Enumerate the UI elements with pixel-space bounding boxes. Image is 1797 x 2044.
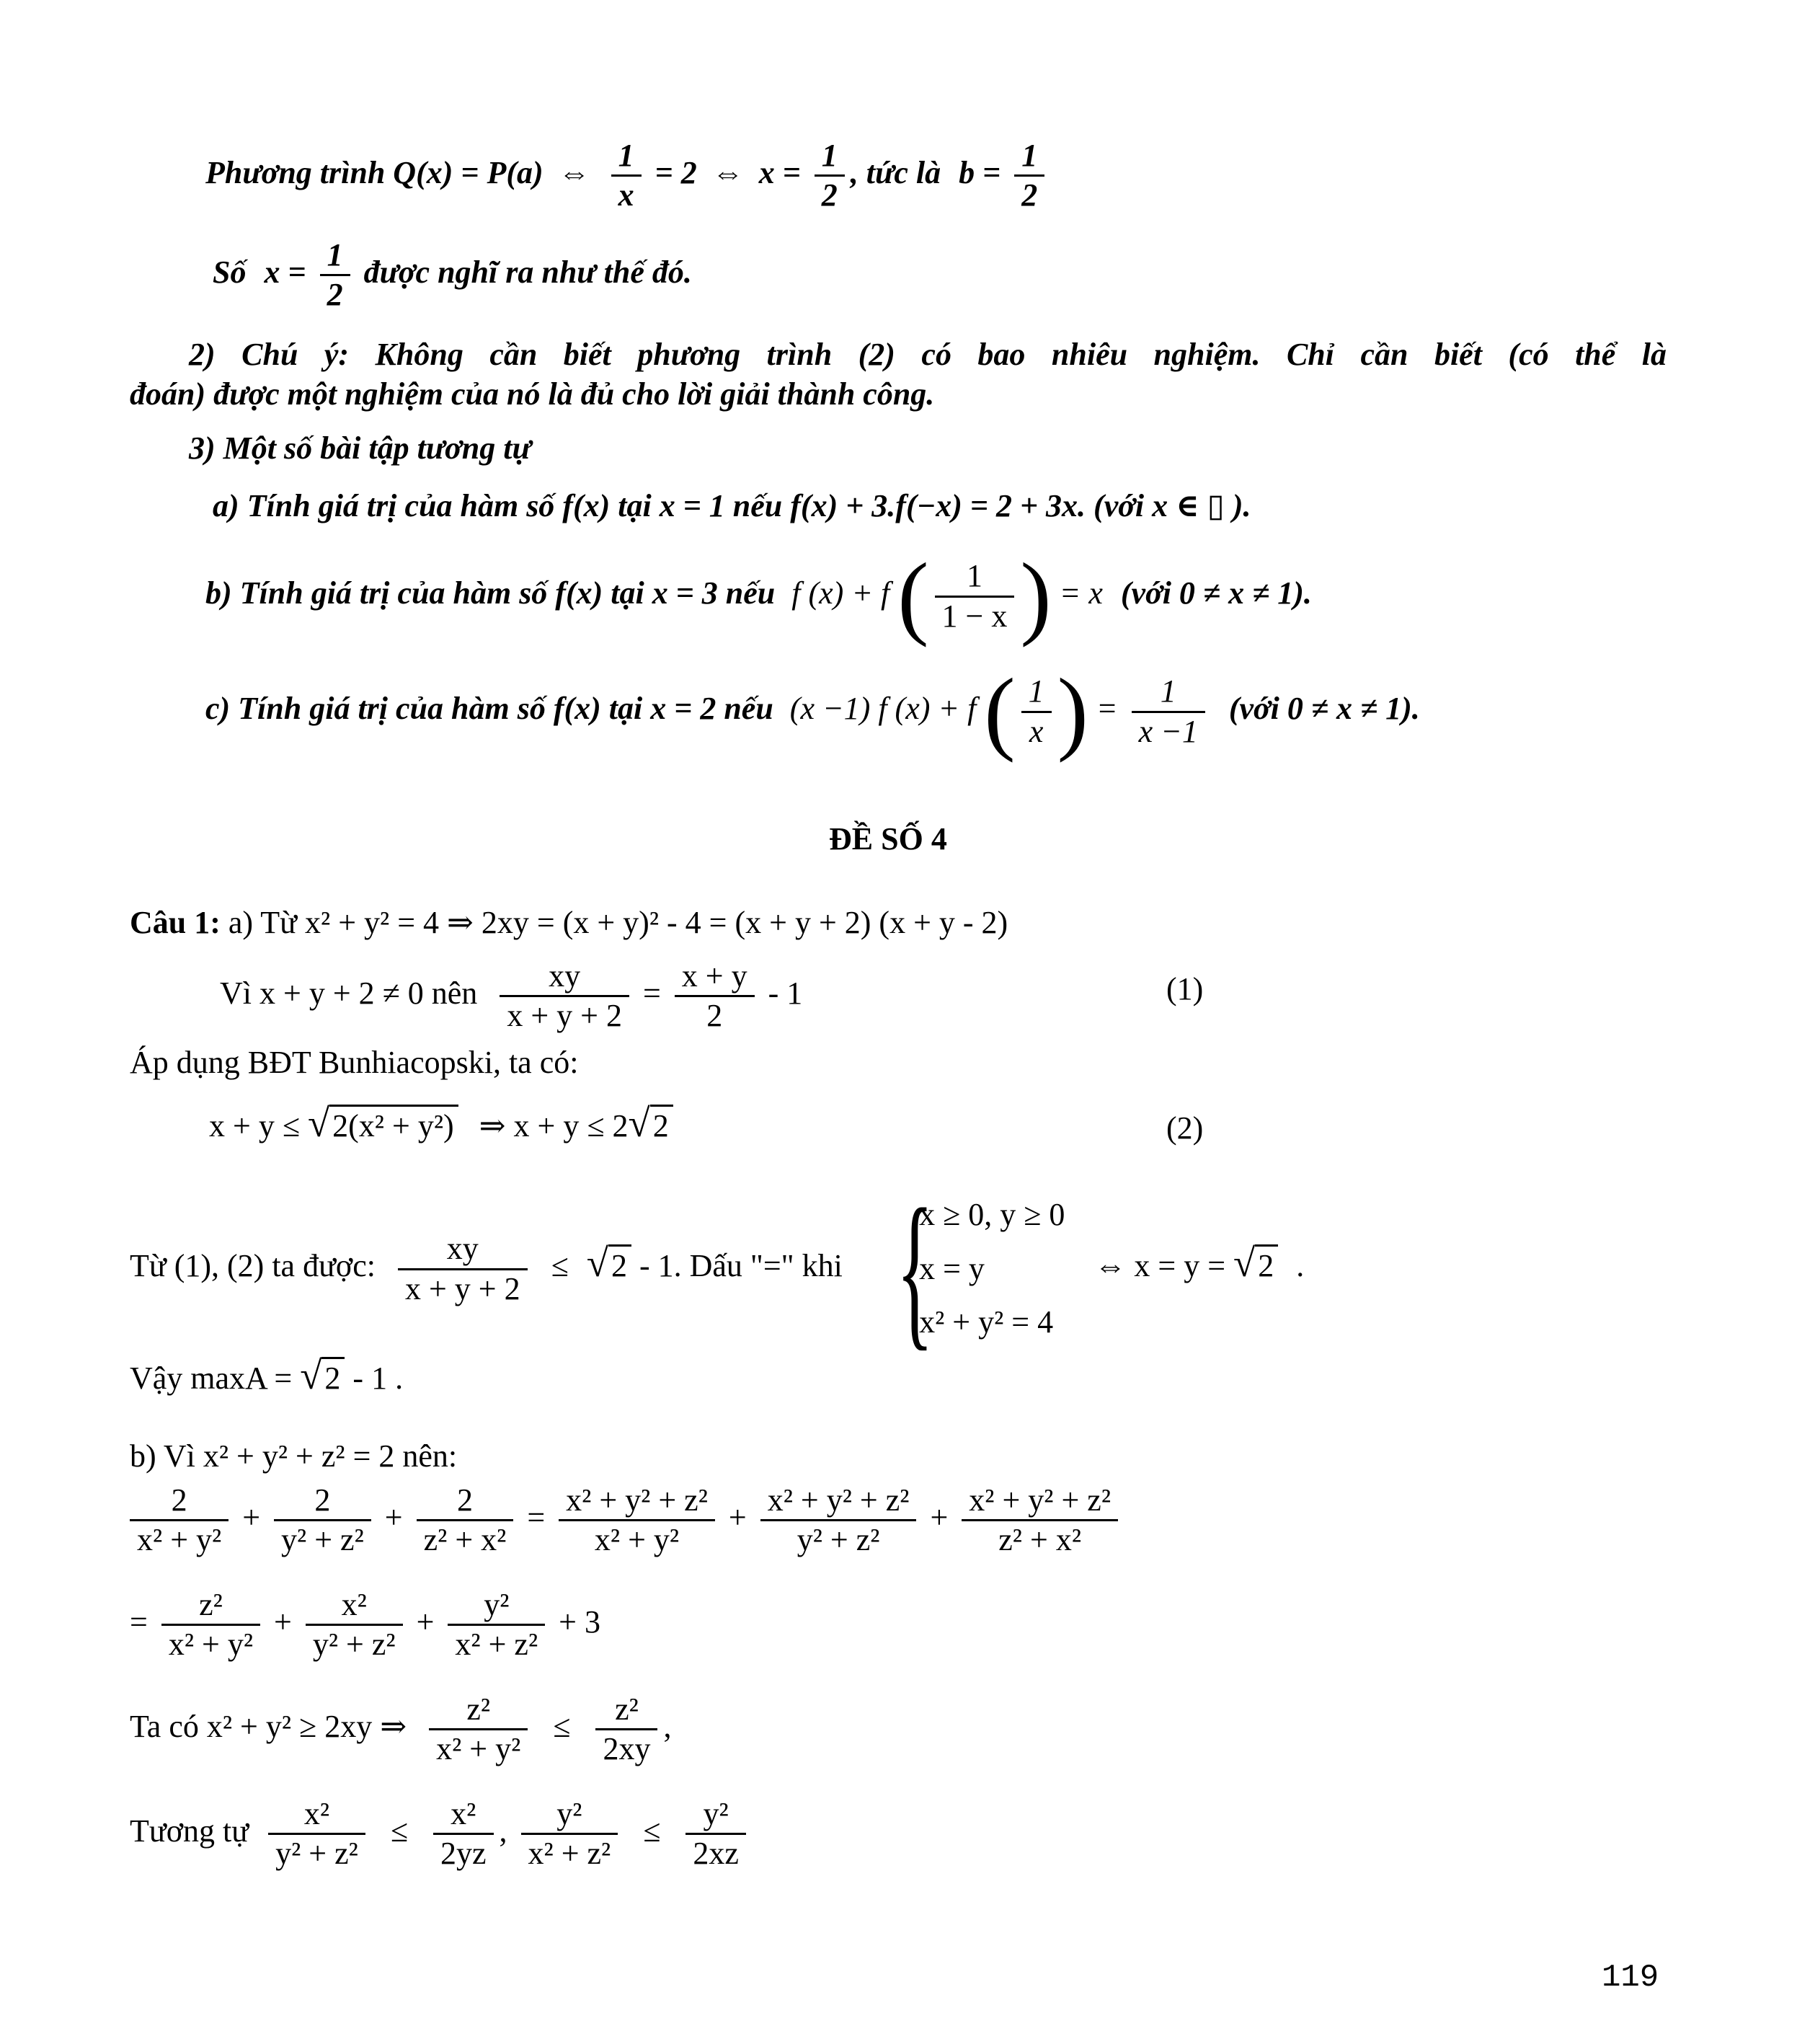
equation-tag-2: (2)	[1166, 1110, 1204, 1146]
equation-line-qx-pa	[205, 137, 1050, 215]
fraction: $\frac{xy}{x + y + 2}$	[398, 1230, 528, 1308]
fraction: $\frac{xy}{x + y + 2}$	[500, 957, 629, 1035]
fraction: $\frac{\text{y²}}{2xz}$	[685, 1795, 746, 1873]
section-heading: ĐỀ SỐ 4	[829, 821, 947, 857]
text-lead: Số	[213, 254, 247, 290]
tail-text: được nghĩ ra như thế đó.	[363, 254, 692, 290]
fraction: $\frac{\text{z²}}{2xy}$	[595, 1691, 657, 1769]
note-2-line-1: 2) Chú ý: Không cần biết phương trình (2) có bao nhiêu nghiệm. Chỉ cần biết (có thể là	[189, 337, 1667, 372]
vay-line: Vậy maxA = √2 - 1 .	[130, 1353, 404, 1397]
x-eq: x =	[264, 254, 306, 290]
iff-symbol: ⇔	[558, 154, 590, 190]
b-eq: b =	[959, 154, 1001, 190]
partb-expr2: = $\frac{\text{z²}}{\text{x² + y²}}$ + $\frac{\text{x²}}{\text{y² + z²}}$ + $\frac{\text{y²}}{\text{x² + z²}}$ + 3	[130, 1586, 600, 1664]
fraction: $\frac{1}{2}$	[815, 137, 845, 215]
fraction: $\frac{\text{x²}}{\text{y² + z²}}$	[306, 1586, 403, 1664]
tu-line: Từ (1), (2) ta được: $\frac{xy}{x + y + 2}$ ≤ √2 - 1. Dấu "=" khi { x ≥ 0, y ≥ 0 x = y x² + y² = 4 ⇔ x = y = √2 .	[130, 1173, 1305, 1365]
exercise-b: b) Tính giá trị của hàm số f(x) tại x = 3 nếu f (x) + f ( $\frac{1}{1 - x}$ ) = x (với 0 ≠ x ≠ 1).	[205, 544, 1312, 648]
tuongtu-line: Tương tự $\frac{\text{x²}}{\text{y² + z²}}$ ≤ $\frac{\text{x²}}{2yz}$ , $\frac{\text{y²}}{\text{x² + z²}}$ ≤ $\frac{\text{y²}}{2xz}$	[130, 1795, 752, 1873]
fraction: $\frac{1}{2}$	[1014, 137, 1044, 215]
condition-system: x ≥ 0, y ≥ 0 x = y x² + y² = 4	[919, 1196, 1065, 1340]
iff-symbol: ⇔	[711, 154, 744, 190]
fraction: $\frac{1}{2}$	[320, 236, 350, 314]
partb-line1: b) Vì x² + y² + z² = 2 nên:	[130, 1438, 458, 1474]
x-eq: x =	[758, 154, 801, 190]
fraction: $\frac{\text{y²}}{\text{x² + z²}}$	[521, 1795, 618, 1873]
fraction: $\frac{1}{1 - x}$	[935, 557, 1015, 635]
fraction: $\frac{\text{x² + y² + z²}}{\text{z² + x²}}$	[962, 1482, 1118, 1559]
fraction: $\frac{1}{x -1}$	[1132, 673, 1205, 751]
fraction: $\frac{2}{\text{y² + z²}}$	[274, 1482, 371, 1559]
fraction: $\frac{\text{x²}}{2yz}$	[433, 1795, 494, 1873]
tail-text: , tức là	[850, 154, 941, 190]
fraction: $\frac{1}{x}$	[1021, 673, 1052, 751]
cau1-a-line: Câu 1: a) Từ x² + y² = 4 ⇒ 2xy = (x + y)² - 4 = (x + y + 2) (x + y - 2)	[130, 905, 1008, 940]
apdung-line: Áp dụng BĐT Bunhiacopski, ta có:	[130, 1045, 579, 1080]
equation-tag-1: (1)	[1166, 971, 1204, 1006]
vi-line: Vì x + y + 2 ≠ 0 nên $\frac{xy}{x + y + 2}$ = $\frac{x + y}{2}$ - 1	[220, 957, 802, 1035]
exercise-a: a) Tính giá trị của hàm số f(x) tại x = 1 nếu f(x) + 3.f(−x) = 2 + 3x. (với x ∈ ▯ ).	[213, 488, 1251, 523]
note-2-line-2: đoán) được một nghiệm của nó là đủ cho lời giải thành công.	[130, 376, 935, 412]
fraction: $\frac{\text{x² + y² + z²}}{\text{x² + y²}}$	[559, 1482, 715, 1559]
fraction: $\frac{\text{z²}}{\text{x² + y²}}$	[161, 1586, 260, 1664]
so-x-line	[213, 236, 692, 314]
text-lead: Phương trình Q(x) = P(a)	[205, 154, 543, 190]
fraction: $\frac{\text{y²}}{\text{x² + z²}}$	[448, 1586, 545, 1664]
fraction: $\frac{2}{\text{z² + x²}}$	[417, 1482, 514, 1559]
note-3-title: 3) Một số bài tập tương tự	[189, 430, 531, 466]
fraction: $\frac{2}{\text{x² + y²}}$	[130, 1482, 228, 1559]
fraction: $\frac{\text{x² + y² + z²}}{\text{y² + z²}}$	[760, 1482, 917, 1559]
page-number: 119	[1602, 1960, 1659, 1996]
fraction: $\frac{x + y}{2}$	[675, 957, 755, 1035]
taco-line: Ta có x² + y² ≥ 2xy ⇒ $\frac{\text{z²}}{\text{x² + y²}}$ ≤ $\frac{\text{z²}}{2xy}$ ,	[130, 1691, 671, 1769]
partb-expr1: $\frac{2}{\text{x² + y²}}$ + $\frac{2}{\text{y² + z²}}$ + $\frac{2}{\text{z² + x²}}$ = $\frac{\text{x² + y² + z²}}{\text{x² + y²}}$ + $\frac{\text{x² + y² + z²}}{\text{y² + z²}}$ + $\frac{\text{x² + y² + z²}}{\text{z² + x²}}$	[130, 1482, 1124, 1559]
fraction: $\frac{1}{x}$	[611, 137, 642, 215]
eq-text: = 2	[655, 154, 697, 190]
bunhia-ineq: x + y ≤ √2(x² + y²) ⇒ x + y ≤ 2√2	[209, 1103, 673, 1143]
fraction: $\frac{\text{x²}}{\text{y² + z²}}$	[268, 1795, 365, 1873]
exercise-c: c) Tính giá trị của hàm số f(x) tại x = 2 nếu (x −1) f (x) + f ( $\frac{1}{x}$ ) = $\frac{1}{x -1}$ (với 0 ≠ x ≠ 1).	[205, 660, 1420, 764]
fraction: $\frac{\text{z²}}{\text{x² + y²}}$	[429, 1691, 528, 1769]
